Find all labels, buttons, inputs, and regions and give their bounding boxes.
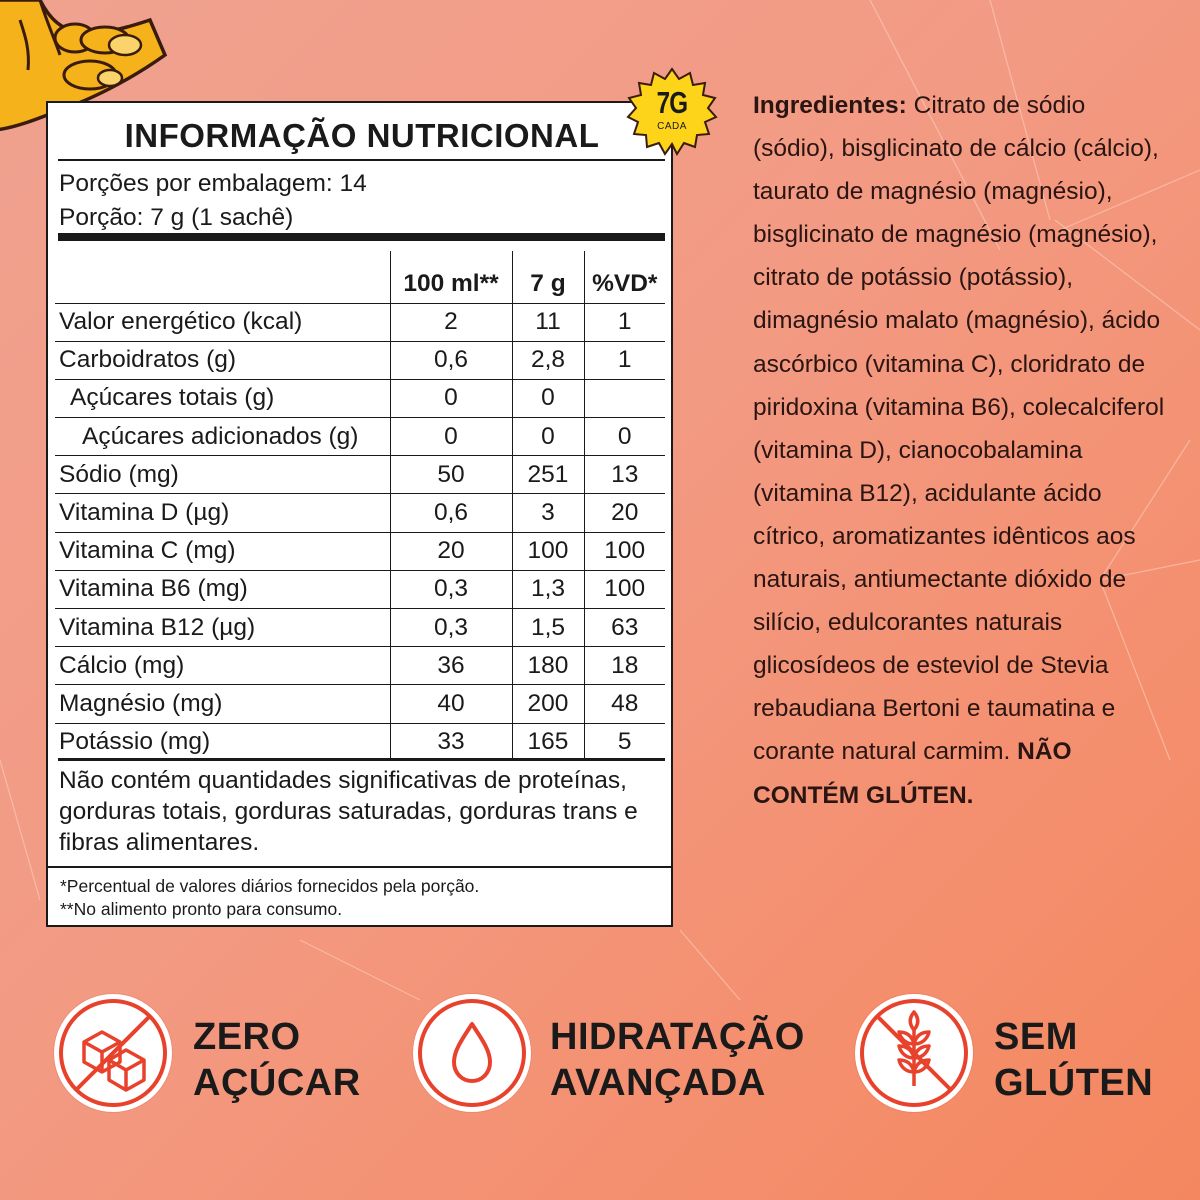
value-per-100ml: 20 bbox=[390, 532, 512, 570]
feature-gluten-free-label bbox=[994, 1014, 1153, 1106]
header-per-serving: 7 g bbox=[512, 251, 584, 303]
feature-line-1: SEM bbox=[994, 1016, 1078, 1058]
value-per-100ml: 0,3 bbox=[390, 609, 512, 647]
nutrition-notice: Não contém quantidades significativas de proteínas, gorduras totais, gorduras saturadas, gorduras trans e fibras alimentares. bbox=[59, 767, 638, 856]
value-per-100ml: 33 bbox=[390, 723, 512, 761]
footnotes bbox=[60, 875, 479, 921]
value-daily-percent: 0 bbox=[584, 418, 665, 456]
value-per-100ml: 40 bbox=[390, 685, 512, 723]
value-per-100ml: 0,3 bbox=[390, 570, 512, 608]
nutrient-name: Magnésio (mg) bbox=[55, 685, 390, 723]
table-row bbox=[55, 609, 665, 647]
servings-per-package: Porções por embalagem: 14 bbox=[59, 170, 367, 197]
value-per-serving: 251 bbox=[512, 456, 584, 494]
nutrition-title: INFORMAÇÃO NUTRICIONAL bbox=[124, 117, 600, 154]
nutrition-table bbox=[55, 251, 665, 761]
value-daily-percent bbox=[584, 379, 665, 417]
nutrient-name: Vitamina D (µg) bbox=[55, 494, 390, 532]
value-per-serving: 11 bbox=[512, 303, 584, 341]
value-per-serving: 180 bbox=[512, 647, 584, 685]
feature-line-2: AVANÇADA bbox=[550, 1062, 766, 1104]
value-per-100ml: 50 bbox=[390, 456, 512, 494]
feature-gluten-free bbox=[855, 994, 1155, 1114]
feature-line-2: GLÚTEN bbox=[994, 1062, 1154, 1104]
feature-hydration-label bbox=[550, 1014, 805, 1106]
serving-badge bbox=[626, 66, 718, 158]
ingredients-text bbox=[753, 84, 1173, 817]
value-per-100ml: 2 bbox=[390, 303, 512, 341]
feature-zero-sugar bbox=[54, 994, 384, 1114]
value-per-serving: 0 bbox=[512, 418, 584, 456]
footnote-ready-to-drink: **No alimento pronto para consumo. bbox=[60, 899, 343, 919]
serving-info bbox=[59, 167, 367, 235]
table-row bbox=[55, 418, 665, 456]
title-divider bbox=[58, 159, 665, 161]
nutrient-name: Potássio (mg) bbox=[55, 723, 390, 761]
value-daily-percent: 1 bbox=[584, 303, 665, 341]
table-row bbox=[55, 379, 665, 417]
serving-size: Porção: 7 g (1 sachê) bbox=[59, 204, 294, 231]
value-per-serving: 1,5 bbox=[512, 609, 584, 647]
table-row bbox=[55, 532, 665, 570]
gluten-warning: NÃO CONTÉM GLÚTEN. bbox=[753, 738, 1072, 809]
value-daily-percent: 20 bbox=[584, 494, 665, 532]
value-daily-percent: 48 bbox=[584, 685, 665, 723]
nutrient-name: Açúcares totais (g) bbox=[55, 379, 390, 417]
nutrient-name: Vitamina C (mg) bbox=[55, 532, 390, 570]
nutrient-name: Carboidratos (g) bbox=[55, 341, 390, 379]
table-row bbox=[55, 456, 665, 494]
nutrient-name: Vitamina B12 (µg) bbox=[55, 609, 390, 647]
header-daily-value: %VD* bbox=[584, 251, 665, 303]
value-per-100ml: 0,6 bbox=[390, 341, 512, 379]
table-row bbox=[55, 303, 665, 341]
value-daily-percent: 63 bbox=[584, 609, 665, 647]
feature-line-2: AÇÚCAR bbox=[193, 1062, 361, 1104]
wheat-crossed-icon bbox=[855, 994, 973, 1112]
feature-zero-sugar-label bbox=[193, 1014, 361, 1106]
value-per-serving: 100 bbox=[512, 532, 584, 570]
badge-value: 7G bbox=[656, 85, 688, 120]
value-daily-percent: 5 bbox=[584, 723, 665, 761]
thick-divider bbox=[58, 233, 665, 241]
badge-subtitle: CADA bbox=[657, 121, 687, 132]
value-daily-percent: 1 bbox=[584, 341, 665, 379]
table-row bbox=[55, 723, 665, 761]
nutrition-table-body bbox=[55, 303, 665, 761]
value-per-serving: 1,3 bbox=[512, 570, 584, 608]
table-row bbox=[55, 570, 665, 608]
nutrition-facts-panel bbox=[46, 101, 673, 927]
sugar-cubes-crossed-icon bbox=[54, 994, 172, 1112]
value-daily-percent: 18 bbox=[584, 647, 665, 685]
value-per-serving: 2,8 bbox=[512, 341, 584, 379]
feature-line-1: ZERO bbox=[193, 1016, 301, 1058]
notice-divider bbox=[48, 866, 671, 868]
value-per-serving: 200 bbox=[512, 685, 584, 723]
table-row bbox=[55, 341, 665, 379]
feature-hydration bbox=[413, 994, 803, 1114]
table-bottom-divider bbox=[58, 758, 665, 761]
nutrient-name: Vitamina B6 (mg) bbox=[55, 570, 390, 608]
value-daily-percent: 100 bbox=[584, 570, 665, 608]
header-per-100ml: 100 ml** bbox=[390, 251, 512, 303]
nutrient-name: Sódio (mg) bbox=[55, 456, 390, 494]
value-per-serving: 3 bbox=[512, 494, 584, 532]
table-row bbox=[55, 685, 665, 723]
table-row bbox=[55, 647, 665, 685]
nutrient-name: Cálcio (mg) bbox=[55, 647, 390, 685]
header-nutrient bbox=[55, 251, 390, 303]
ingredients-label: Ingredientes: bbox=[753, 92, 907, 119]
footnote-daily-value: *Percentual de valores diários fornecidos pela porção. bbox=[60, 876, 480, 896]
value-per-100ml: 36 bbox=[390, 647, 512, 685]
value-per-serving: 165 bbox=[512, 723, 584, 761]
table-header-row bbox=[55, 251, 665, 303]
table-row bbox=[55, 494, 665, 532]
value-per-100ml: 0 bbox=[390, 379, 512, 417]
nutrient-name: Açúcares adicionados (g) bbox=[55, 418, 390, 456]
ingredients-list: Citrato de sódio (sódio), bisglicinato de cálcio (cálcio), taurato de magnésio (magnésio), bisglicinato de magnésio (magnésio), citrato de potássio (potássio), dimagnésio malato (magnésio), ácido ascórbico (vitamina C), cloridrato de piridoxina (vitamina B6), colecalciferol (vitamina D), cianocobalamina (vitamina B12), acidulante ácido cítrico, aromatizantes idênticos aos naturais, antiumectante dióxido de silício, edulcorantes naturais glicosídeos de esteviol de Stevia rebaudiana Bertoni e taumatina e corante natural carmim. bbox=[753, 92, 1165, 766]
value-per-serving: 0 bbox=[512, 379, 584, 417]
value-per-100ml: 0,6 bbox=[390, 494, 512, 532]
value-daily-percent: 100 bbox=[584, 532, 665, 570]
water-drop-icon bbox=[413, 994, 531, 1112]
feature-line-1: HIDRATAÇÃO bbox=[550, 1016, 805, 1058]
nutrient-name: Valor energético (kcal) bbox=[55, 303, 390, 341]
value-per-100ml: 0 bbox=[390, 418, 512, 456]
value-daily-percent: 13 bbox=[584, 456, 665, 494]
